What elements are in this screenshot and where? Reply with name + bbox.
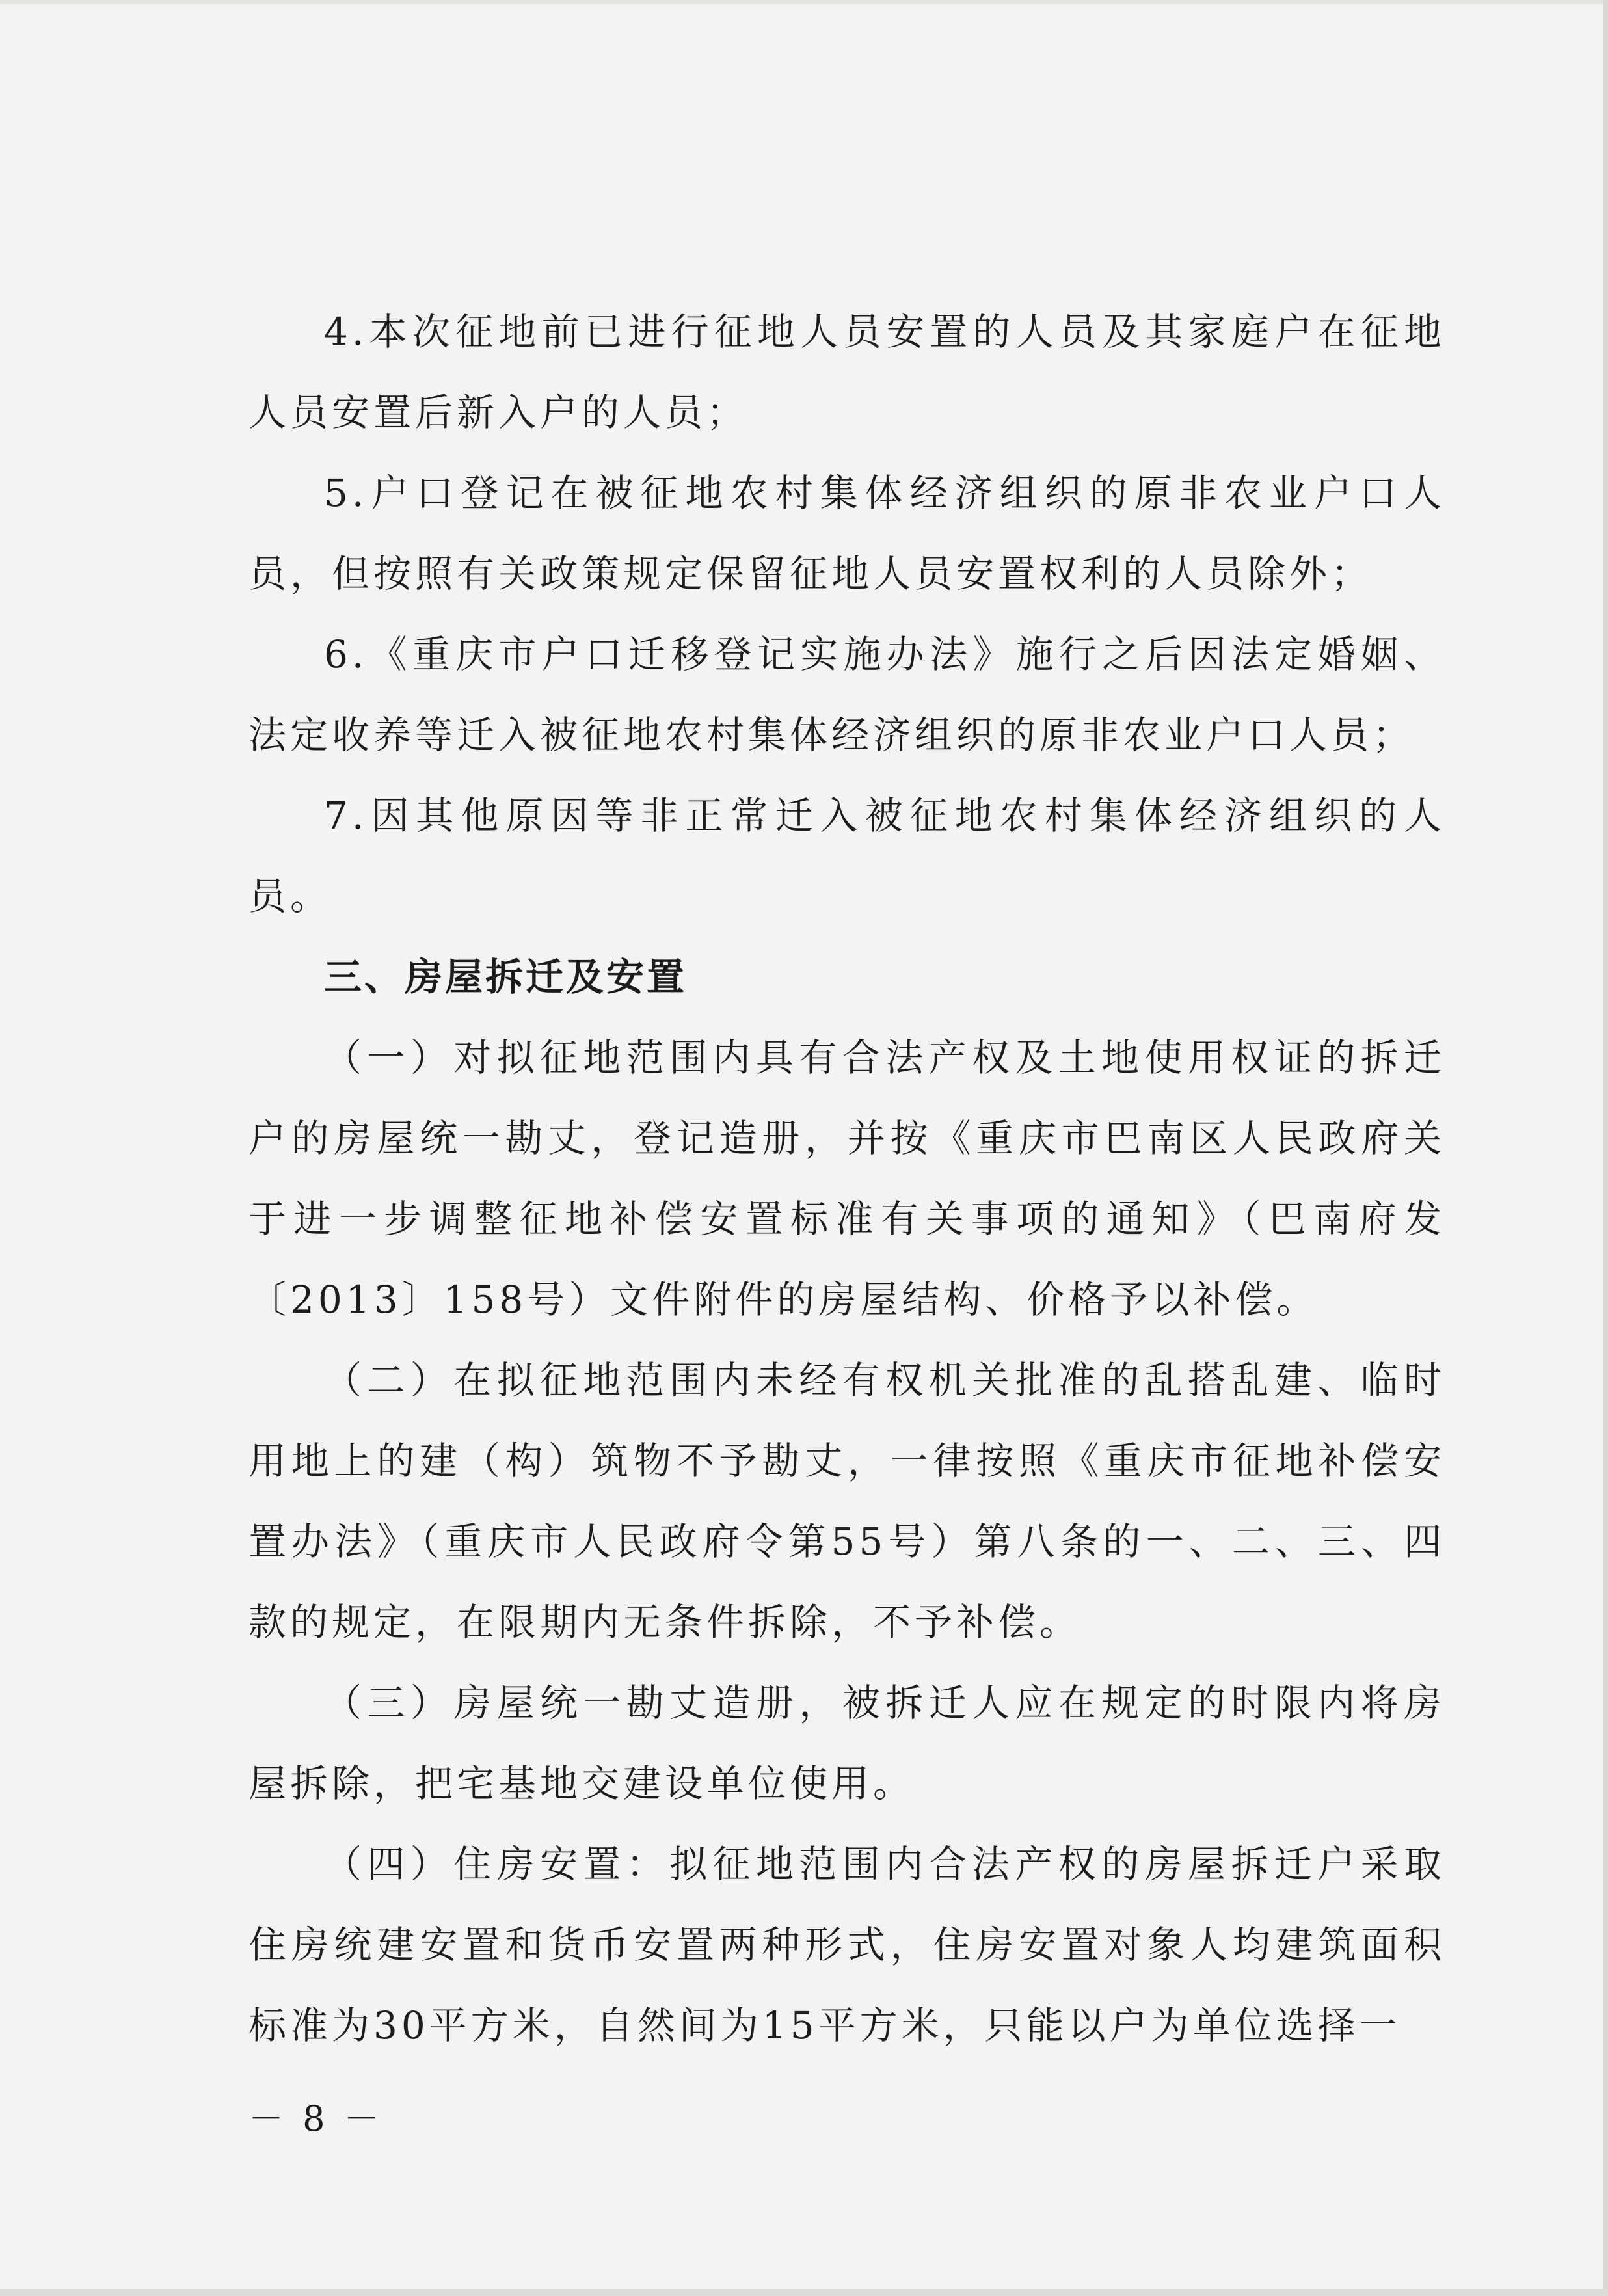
section-heading: 三、房屋拆迁及安置 [324, 955, 688, 999]
paragraph-item-7: 7.因其他原因等非正常迁入被征地农村集体经济组织的人员。 [248, 794, 1445, 918]
paragraph-item-6: 6.《重庆市户口迁移登记实施办法》施行之后因法定婚姻、法定收养等迁入被征地农村集体经济组织的原非农业户口人员； [248, 632, 1445, 757]
paragraph-item-4: 4.本次征地前已进行征地人员安置的人员及其家庭户在征地人员安置后新入户的人员； [248, 310, 1445, 434]
scan-edge-top [0, 0, 1608, 4]
scan-edge-right [1603, 0, 1608, 2296]
page-number: － 8 － [248, 2098, 383, 2139]
paragraph-section-3: （三）房屋统一勘丈造册，被拆迁人应在规定的时限内将房屋拆除，把宅基地交建设单位使用。 [248, 1681, 1445, 1806]
scan-edge-bottom [0, 2289, 1608, 2296]
paragraph-section-4: （四）住房安置：拟征地范围内合法产权的房屋拆迁户采取住房统建安置和货币安置两种形式，住房安置对象人均建筑面积标准为30平方米，自然间为15平方米，只能以户为单位选择一 [248, 1842, 1445, 2048]
body-text [248, 291, 1445, 2066]
paragraph-section-2: （二）在拟征地范围内未经有权机关批准的乱搭乱建、临时用地上的建（构）筑物不予勘丈，一律按照《重庆市征地补偿安置办法》（重庆市人民政府令第55号）第八条的一、二、三、四款的规定，在限期内无条件拆除，不予补偿。 [248, 1358, 1445, 1644]
paragraph-section-1: （一）对拟征地范围内具有合法产权及土地使用权证的拆迁户的房屋统一勘丈，登记造册，并按《重庆市巴南区人民政府关于进一步调整征地补偿安置标准有关事项的通知》（巴南府发〔2013〕158号）文件附件的房屋结构、价格予以补偿。 [248, 1035, 1445, 1322]
paragraph-item-5: 5.户口登记在被征地农村集体经济组织的原非农业户口人员，但按照有关政策规定保留征地人员安置权利的人员除外； [248, 471, 1445, 596]
